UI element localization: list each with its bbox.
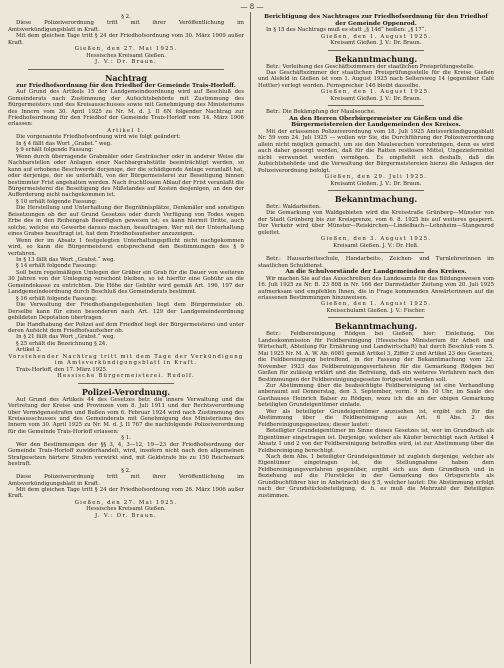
signature-line: Kreisamt Gießen. J. V.: Dr. Braun. (330, 40, 422, 47)
body-text: Wenn durch überragende Grabmäler oder Gesträucher oder in anderer Weise die Nachbarstellen oder Anlagen einer Nachbargrabstätte beeinträchtigt werden, so kann auf erhobene Beschwerde derjenige, der die schädigende Anlage veranlaßt hat, oder derjenige, der sie unterhält, von der Bürgermeisterei zur Beseitigung binnen bestimmter Frist angehalten werden. Nach fruchtlosem Ablauf der Frist veranlaßt die Bürgermeisterei die Beseitigung des Mißstandes auf Kosten desjenigen, an den der Aufforderung nicht nachgekommen ist. (8, 153, 245, 199)
subject-line: Betr.: Die Bekämpfung der Maulseuche. (266, 109, 376, 116)
body-text: Trais-Horloff, den 17. März 1925. (16, 366, 108, 373)
section-bekanntmachung-2 (258, 194, 494, 249)
body-text: Wir machen Sie auf das Ausschreiben des Landesamts für das Bildungswesen vom 16. Juli 1925 zu Nr. B. 23 808 in Nr. 166 der Darmstädter Zeitung vom 20. Juli 1925 aufmerksam und empfehlen Ihnen, die in Frage kommenden Anwärterinnen auf die erlassenen Bestimmungen hinzuweisen. (258, 275, 494, 302)
body-text: Die vorgenannte Friedhofsordnung wird wie folgt geändert: (16, 134, 181, 141)
body-text: Die Handhabung der Polizei auf dem Friedhof liegt der Bürgermeisterei und unter deren Aufsicht dem Friedhofsaufseher ob. (8, 321, 244, 334)
article-heading: Vorstehender Nachtrag tritt mit dem Tage der Verkündigung im Amtsverkündigungsblatt in Kraft. (8, 353, 244, 367)
body-text: Artikel 2. (16, 347, 42, 354)
signature-line: J. V.: Dr. Braun. (95, 59, 157, 66)
body-text: Diese Polizeiverordnung tritt mit ihrer Veröffentlichung im Amtsverkündigungsblatt in Kraft. (8, 474, 244, 487)
authority-line: Hessisches Kreisamt Gießen. (86, 506, 166, 513)
paragraph-number: § 2. (121, 467, 131, 474)
section-title: Polizei-Verordnung. (81, 386, 171, 397)
divider (328, 190, 424, 191)
section-title: Berichtigung des Nachtrages zur Friedhofsordnung für den Friedhof der Gemeinde Oppenrod. (264, 14, 488, 27)
paragraph-number: § 2. (121, 14, 131, 20)
section-maulseuche (258, 109, 494, 187)
body-text: Die Herstellung und Unterhaltung der Begräbnisplätze, Denkmäler und sonstigen Beisetzungen ob der auf Grund Gesetzes oder durch Verfügung von Todes wegen Erbe des in den Reihengrab Beerdigten gewesen ist; es kann hiermit Dritte, auch solche, welche ein Gewerbe daraus machen, beauftragen. Wer mit der Unterhaltung eines Grabes beauftragt ist, hat dem Friedhofsaufseher anzuzeigen. (8, 205, 244, 238)
page-number: — 8 — (240, 3, 264, 11)
paragraph-number: § 1. (121, 435, 131, 442)
right-column (258, 14, 494, 499)
body-text: Betr.: Feldbereinigung Rödgen bei Gießen; hier: Einleitung. Die Landeskommission für Feldbereinigung (Hessisches Ministerium für Arbeit und Wirtschaft, Abteilung für Ernährung und Landwirtschaft) hat durch Beschluß vom 5. Mai 1925 Nr. M. A. W. Ab. 6081 gemäß Artikel 3, Ziffer 2 und Artikel 23 des Gesetzes, die Feldbereinigung betreffend, in der Fassung der Bekanntmachung vom 22. November 1923 das Feldbereinigungsverfahren für die Gemarkung Rödgen bei Gießen für zulässig erklärt und die Befreiung, daß ein weiteres Verfahren nach den Bestimmungen der Feldbereinigungsgesetze fortgesetzt werden soll. (258, 331, 494, 383)
section-polizei-verordnung (8, 387, 244, 520)
body-text: Zur Abstimmung über die beabsichtigte Feldbereinigung ist eine Verhandlung anberaumt auf Donnerstag, den 3. September, vorm. 9 bis 10 Uhr, im Saale des Gasthauses Heinrich Balser zu Rödgen, wozu ich die an der obigen Gemarkung beteiligten Grundeigentümer einlade. (258, 383, 494, 409)
body-text: § 9 erhält folgende Fassung: (16, 147, 94, 154)
body-text: Auf Grund des Artikels 15 der Landgemeindeordnung wird auf Beschluß des Gemeinderats nach Zustimmung der Aufsichtsbehörde mit Zustimmung des Bürgermeisters und des Kreisausschusses sowie mit Genehmigung des Ministeriums des Innern vom 30. April 1925 zu Nr. M. d. J. II 6N folgender Nachtrag zur Friedhofsordnung für den Friedhof der Gemeinde Trais-Horloff vom 14. März 1906 erlassen: (8, 89, 244, 128)
date-line: Hessische Bürgermeisterei. Rudolf. (57, 373, 195, 380)
article-heading: Artikel 1. (107, 127, 145, 134)
body-text: Wer als beteiligter Grundeigentümer anzusehen ist, ergibt sich für die Abstimmung über die Feldbereinigung aus Art. 6 Abs. 2 des Feldbereinigungsgesetzes; dieser lautet: (258, 408, 494, 428)
body-text: In § 4 fällt das Wort „Grabst.“ weg. (16, 140, 112, 147)
section-title: Bekanntmachung. (334, 321, 418, 332)
section-berichtigung (258, 14, 494, 47)
body-text: Das Geschäftszimmer der staatlichen Preisprüfungsstelle für die Kreise Gießen und Alsfeld in Gießen ist vom 1. August 1925 nach Seltersweg 14 (gegenüber Café Hettler) verlegt worden. Fernsprecher 146 bleibt dasselbe. (258, 70, 494, 89)
section-title: Nachtrag (105, 72, 147, 83)
subject-line: Betr.: Waldarbeiten. (266, 203, 321, 210)
body-text: Wenn der im Absatz 1 festgelegten Unterhaltungspflicht nicht nachgekommen wird, so kann die Bürgermeisterei entsprechend den Bestimmungen des § 9 verfahren. (8, 237, 244, 257)
body-text: Wer den Bestimmungen der §§ 3, 4, 3—12, 19—23 der Friedhofsordnung der Gemeinde Trais-Horloff zuwiderhandelt, wird, insofern nicht nach den allgemeinen Strafgesetzen härtere Strafen verwirkt sind, mit Geldstrafe bis zu 150 Reichsmark bestraft. (8, 441, 244, 468)
addressee-heading: An die Schulvorstände der Landgemeinden des Kreises. (285, 269, 467, 276)
divider (78, 383, 174, 384)
body-text: § 14 erhält folgende Fassung: (16, 263, 97, 270)
body-text: Beteiligter Grundeigentümer im Sinne dieses Gesetzes ist, wer im Grundbuch als Eigentümer eingetragen ist. Derjenige, welcher als Käufer berechtigt nach Artikel 4 Absatz 1 und 2 von der Feldbereinigung betroffen wird, ist zur Abstimmung über die Feldbereinigung berechtigt. (258, 428, 494, 454)
section-bekanntmachung-1 (258, 54, 494, 103)
body-text: Mit dem gleichen Tage tritt § 24 der Friedhofsordnung vom 26. März 1906 außer Kraft. (8, 486, 244, 500)
date-line: Gießen, den 27. Mai 1925. (74, 499, 178, 506)
date-line: Gießen, den 27. Mai 1925. (74, 46, 178, 53)
signature-line: Kreisschulamt Gießen. J. V.: Fischer. (326, 307, 426, 314)
addressee-heading: An den Herren Oberbürgermeister zu Gießen und die Bürgermeistereien der Landgemeinden des Kreises. (289, 115, 463, 129)
body-text: Diese Polizeiverordnung tritt mit ihrer Veröffentlichung im Amtsverkündigungsblatt in Kraft. (8, 20, 244, 33)
body-text: Mit dem gleichen Tage tritt § 24 der Friedhofsordnung vom 30. März 1909 außer Kraft. (8, 33, 244, 46)
body-text: In § 13 fällt das Wort „Grabst.“ weg. (16, 257, 116, 263)
signature-line: Kreisamt Gießen. J. V.: Dr. Braun. (330, 95, 422, 102)
signature-line: Kreisamt Gießen. J. V.: Dr. Braun. (330, 180, 422, 187)
body-text: § 10 erhält folgende Fassung: (16, 198, 97, 205)
divider (28, 69, 224, 70)
date-line: Gießen, den 1. August 1925. (320, 33, 432, 40)
column-divider (250, 12, 251, 664)
date-line: Gießen, den 1. August 1925. (320, 89, 432, 96)
body-text: Auf Grund des Artikels 44 des Gesetzes betr. die innere Verwaltung und die Vertretung der Kreise und Provinzen vom 8. Juli 1911 und der Rechtsverordnung über Vermögensstrafen und Bußen vom 6. Februar 1924 wird nach Zustimmung des Kreisausschusses und des Gemeinderats mit Genehmigung des Ministeriums des Innern vom 30. April 1925 zu Nr. M. d. J. II 767 die nachfolgende Polizeiverordnung für die Gemeinde Trais-Horloff erlassen: (8, 396, 244, 435)
body-text: In § 21 fällt das Wort „Grabst.“ weg. (16, 334, 116, 341)
section-schuldienst (258, 256, 494, 314)
section-title: Bekanntmachung. (334, 53, 418, 64)
body-text: Nach dem Abs. 1 beteiligter Grundeigentümer ist zugleich derjenige, welcher als Eigentümer eingetragen ist, die Stellungnahme haben dem Feldbereinigungsverfahren gegenüber, ergibt sich aus dem Grundbuch und in Beziehung auf die Flurstücke in der Gemarkung des Ortsgerichts als Grundbuchführer hier in Anbetracht des § 5, welcher lautet: Die Abstimmung erfolgt nach der Grundstücksbeteiligung, d. h. es muß die Mehrzahl der Beteiligten zustimmen. (258, 453, 494, 499)
divider (328, 50, 424, 51)
subject-line: Betr.: Verleihung des Geschäftszimmers der staatlichen Preisprüfungsstelle. (266, 63, 475, 70)
body-text: In § 15 des Nachtrags muß es statt „§ 14d“ heißen: „§ 17“. (266, 27, 427, 34)
date-line: Gießen, den 29. Juli 1925. (324, 174, 428, 181)
section-nachtrag (8, 73, 244, 380)
section-polizeiverordnung-end (8, 14, 244, 66)
date-line: Gießen, den 1. August 1925. (320, 301, 432, 308)
section-title: Bekanntmachung. (334, 193, 418, 204)
body-text: Die Gemarkung von Waldgebieten wird die Kreisstraße Grünberg—Münster von der Stadt Grünberg bis zur Kreisgrenze, vom 6. 8. 1925 bis auf weiteres gesperrt. Der Verkehr wird über Münster—Reiskirchen—Lindelbach—Lehnheim—Stangenrod geleitet. (258, 210, 494, 236)
authority-line: Hessisches Kreisamt Gießen. (86, 52, 166, 59)
signature-line: J. V.: Dr. Braun. (95, 512, 157, 519)
section-subtitle: zur Friedhofsordnung für den Friedhof der Gemeinde Trais-Horloff. (16, 82, 236, 89)
divider (328, 317, 424, 318)
divider (328, 105, 424, 106)
signature-line: Kreisamt Gießen. J. V.: Dr. Heß. (333, 242, 419, 249)
body-text: Soll beim regelmäßigen Umlegen der Gräber ein Grab für die Dauer von weiteren 30 Jahren von der Umlegung verschont bleiben, so ist hierfür eine Gebühr an die Gemeindekasse zu entrichten. Die Höhe der Gebühr wird gemäß Art. 196, 197 der Landgemeindeordnung durch Beschluß des Gemeinderats bestimmt. (8, 269, 244, 296)
body-text: § 16 erhält folgende Fassung: (16, 295, 97, 302)
divider (328, 252, 424, 253)
subject-line: Betr.: Hausarbeitsschule, Handarbeits-, Zeichen- und Turnlehrerinnen im staatlichen Schuldienst. (258, 256, 494, 269)
section-feldbereinigung (258, 321, 494, 499)
date-line: Gießen, den 3. August 1925. (320, 236, 432, 243)
body-text: Mit der erlassenen Polizeiverordnung vom 18. Juli 1925 Amtsverkündigungsblatt Nr. 59 vom 24. Juli 1925 — wollen wir Sie, die Durchführung der Polizeiverordnung allein nicht möglich gemacht, um sie den Maulseuchen vorzubringen, denn es wird auch daher gesorgt werden, daß für die Ratten restlosen Mittel, Ungeziefermittel nicht verwendet werden vermögen. Es empfiehlt sich deshalb, daß die Aufsichtsbehörde und die Verwaltung der Bürgermeistereien hierzu die Anlagen der Polizeiverordnung befolgt. (258, 128, 494, 174)
body-text: Die Verwaltung der Friedhofsangelegenheiten liegt dem Bürgermeister ob. Derselbe kann für einen besonderen nach Art. 129 der Landgemeindeordnung gebildeten Deputation übertragen. (8, 302, 244, 322)
left-column (8, 14, 244, 519)
body-text: § 25 erhält die Bezeichnung § 24. (16, 340, 108, 347)
